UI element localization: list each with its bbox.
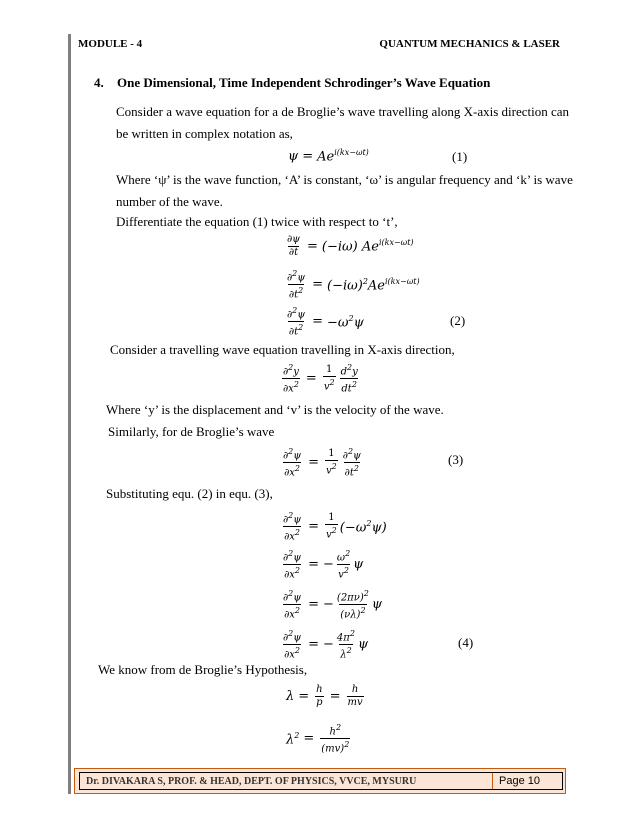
- paragraph-line: Similarly, for de Broglie’s wave: [108, 424, 275, 439]
- equation-4: $\frac{\partial^2\psi}{\partial x^2}$ = − $\frac{4\pi^2}{\lambda^2}$ ψ: [283, 629, 369, 661]
- equation-number: (4): [458, 635, 474, 650]
- equation-number: (2): [450, 313, 466, 328]
- equation-wavelength-form: $\frac{\partial^2\psi}{\partial x^2}$ = − $\frac{(2\pi\nu)^2}{(\nu\lambda)^2}$ ψ: [283, 589, 383, 621]
- header-module: MODULE - 4: [78, 38, 143, 50]
- equation-wave: $\frac{\partial^2y}{\partial x^2}$ = $\frac{1}{v^2}$ $\frac{d^2y}{dt^2}$: [283, 363, 358, 395]
- page-footer: [74, 768, 566, 794]
- paragraph-line: Consider a wave equation for a de Broglie’s wave travelling along X-axis direction can: [116, 104, 570, 119]
- equation-3: $\frac{\partial^2\psi}{\partial x^2}$ = $\frac{1}{v^2}$ $\frac{\partial^2\psi}{\partial t^2}$: [283, 447, 361, 479]
- equation-number: (1): [452, 149, 468, 164]
- equation-substituted: $\frac{\partial^2\psi}{\partial x^2}$ = $\frac{1}{v^2}$ $(-\omega^2\psi)$: [283, 511, 387, 543]
- equation-simplified: $\frac{\partial^2\psi}{\partial x^2}$ = − $\frac{\omega^2}{v^2}$ ψ: [283, 549, 364, 581]
- section-heading: [94, 75, 490, 91]
- equation-de-broglie: λ = $\frac{h}{p}$ = $\frac{h}{mv}$: [286, 684, 363, 708]
- equation-lambda-squared: $\lambda^2$ = $\frac{h^2}{(mv)^2}$: [286, 723, 350, 755]
- paragraph-line: Substituting equ. (2) in equ. (3),: [106, 486, 273, 501]
- paragraph-line: We know from de Broglie’s Hypothesis,: [98, 662, 308, 677]
- margin-rule: [68, 34, 71, 794]
- section-title: One Dimensional, Time Independent Schrodinger’s Wave Equation: [117, 75, 491, 90]
- footer-author: Dr. DIVAKARA S, PROF. & HEAD, DEPT. OF PHYSICS, VVCE, MYSURU: [86, 776, 417, 787]
- equation-1: ψ = $Ae^{i(kx-\omega t)}$: [288, 147, 369, 165]
- paragraph-line: Consider a travelling wave equation travelling in X-axis direction,: [110, 342, 455, 357]
- paragraph-line: Where ‘y’ is the displacement and ‘v’ is the velocity of the wave.: [106, 402, 444, 417]
- section-number: 4.: [94, 75, 104, 90]
- paragraph-line: be written in complex notation as,: [116, 126, 293, 141]
- equation-2: $\frac{\partial^2\psi}{\partial t^2}$ = $-\omega^2\psi$: [287, 306, 364, 338]
- header-subject: QUANTUM MECHANICS & LASER: [379, 38, 560, 50]
- equation-second-derivative: $\frac{\partial^2\psi}{\partial t^2}$ = $(-i\omega)^2Ae^{i(kx-\omega t)}$: [287, 269, 420, 301]
- paragraph-line: Where ‘ψ’ is the wave function, ‘A’ is constant, ‘ω’ is angular frequency and ‘k’ is wave: [116, 172, 573, 187]
- page-number: Page 10: [492, 773, 569, 789]
- equation-first-derivative: $\frac{\partial\psi}{\partial t}$ = (−iω) $Ae^{i(kx-\omega t)}$: [287, 234, 414, 258]
- paragraph-line: Differentiate the equation (1) twice with respect to ‘t’,: [116, 214, 398, 229]
- paragraph-line: number of the wave.: [116, 194, 223, 209]
- equation-number: (3): [448, 452, 464, 467]
- footer-frame: [79, 772, 563, 790]
